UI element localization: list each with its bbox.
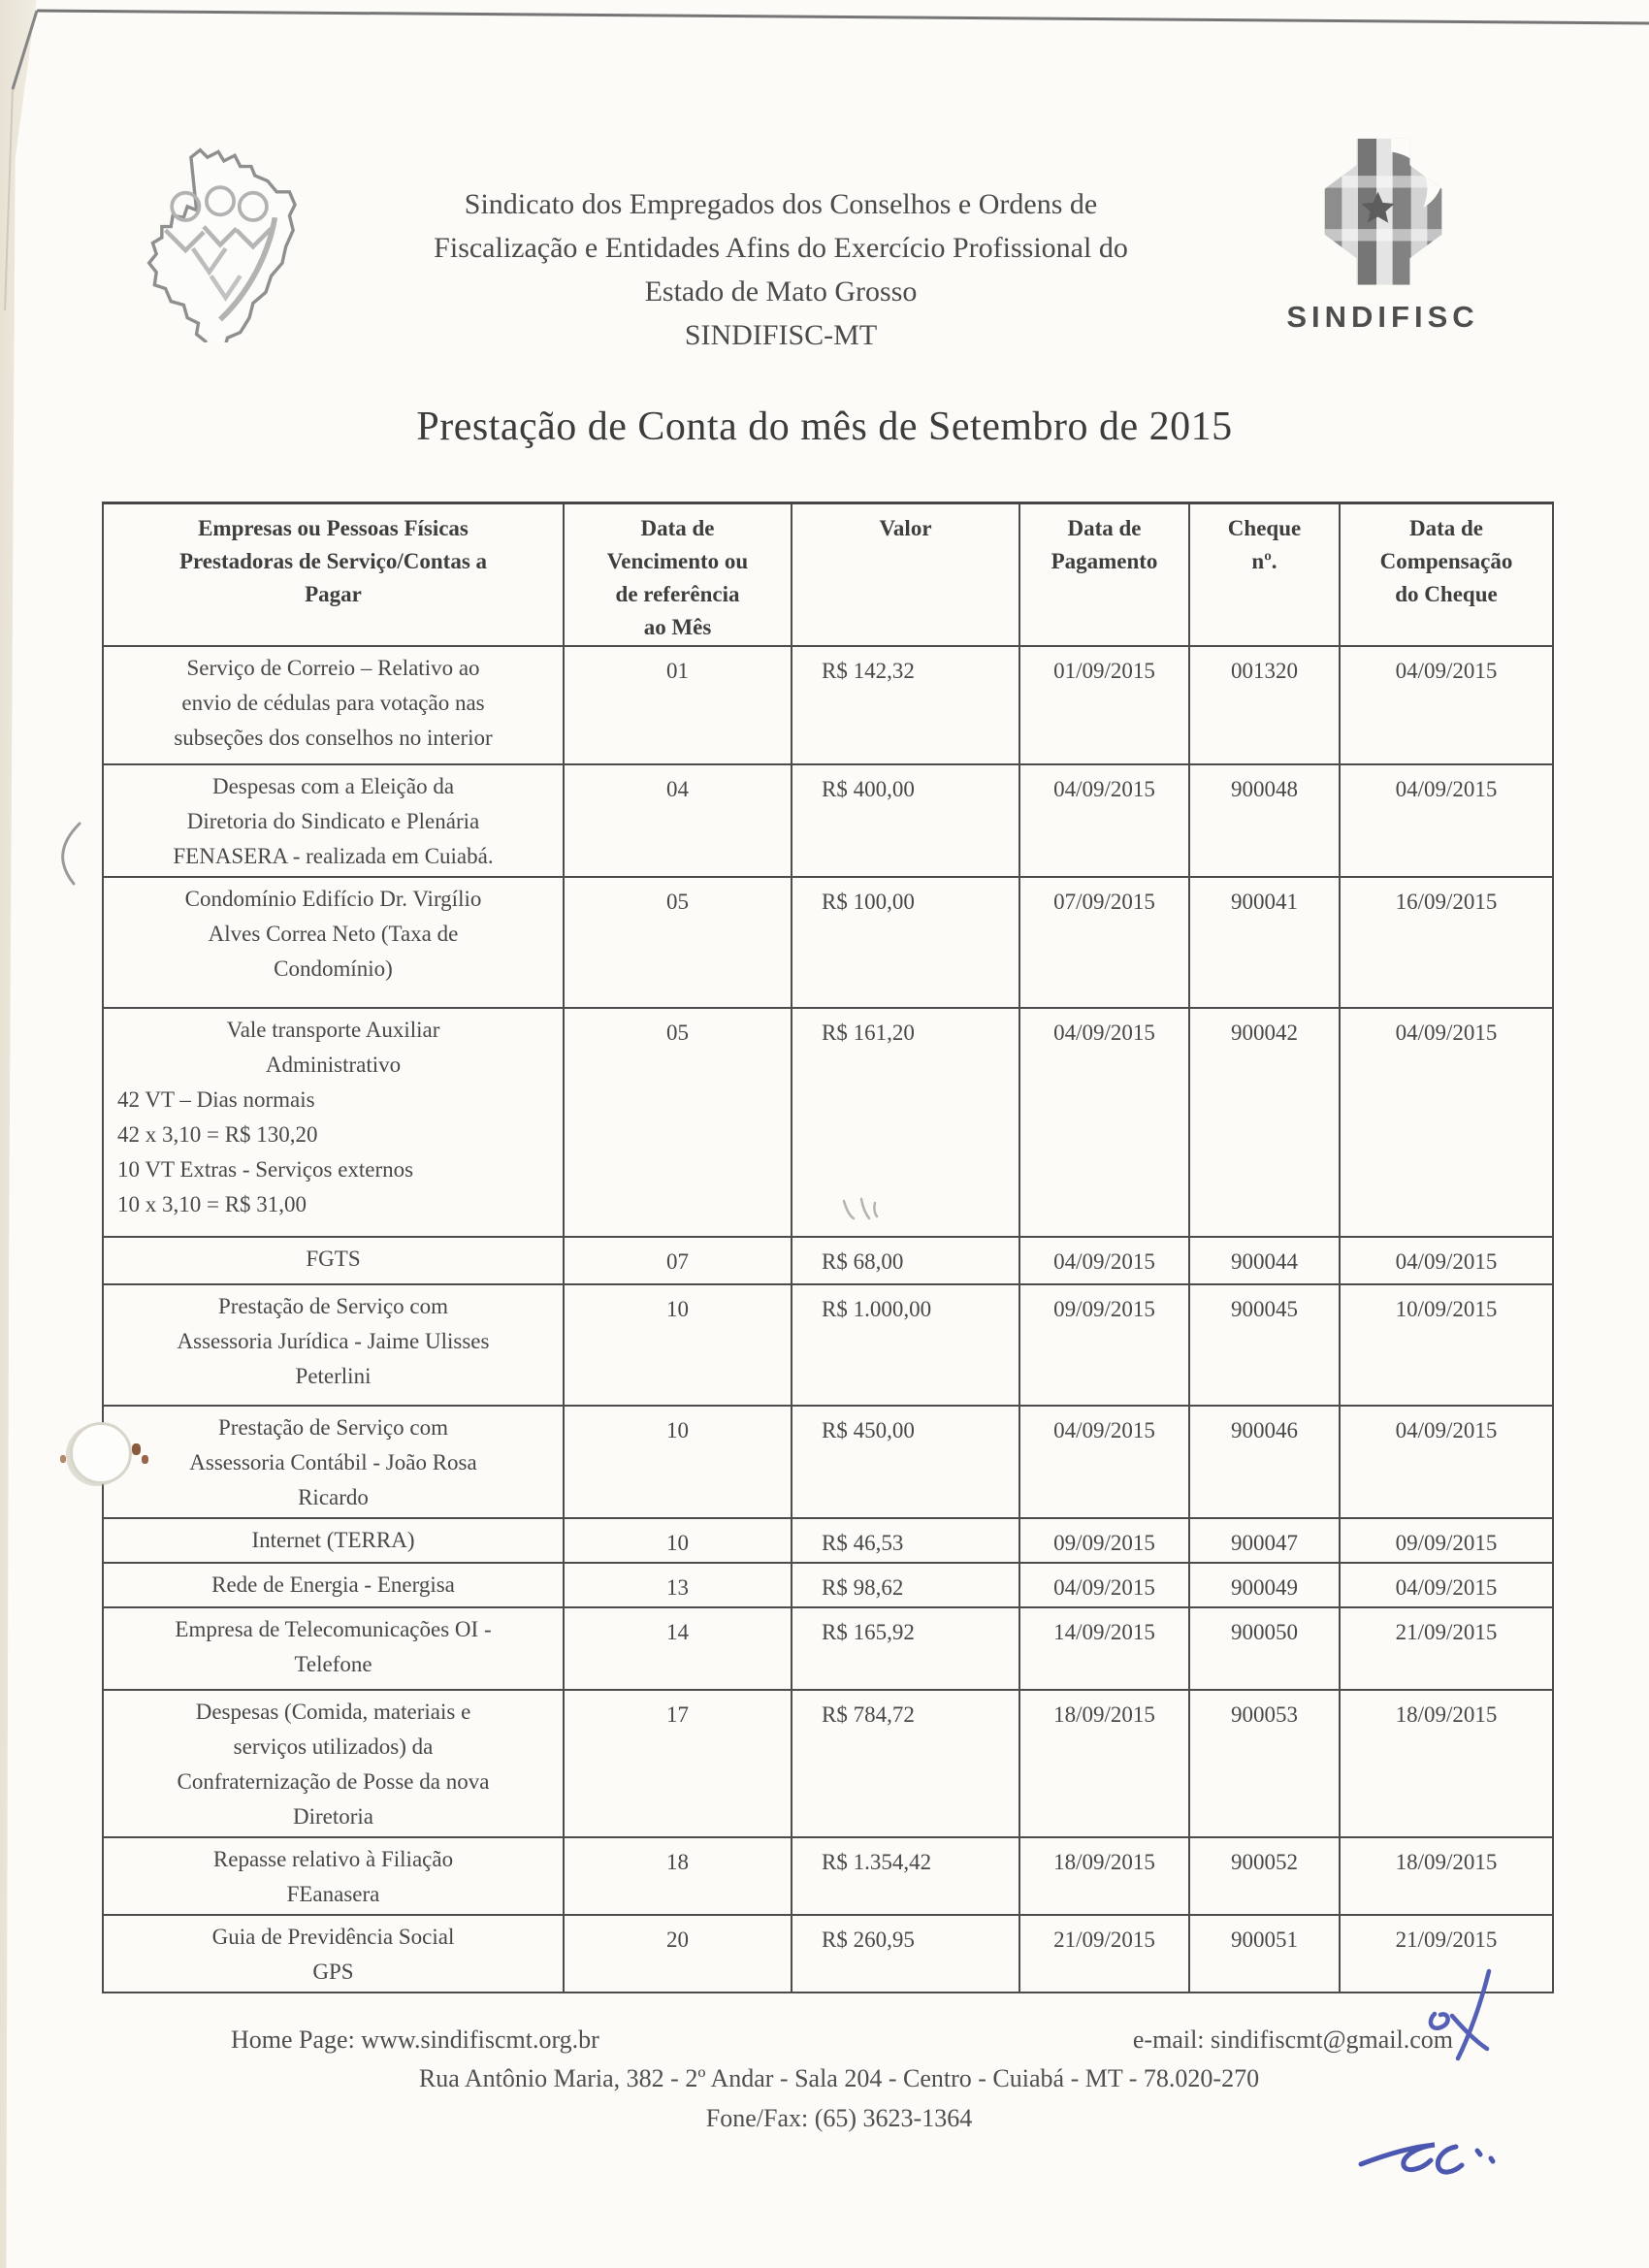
- check-number-cell: 001320: [1189, 646, 1340, 764]
- description-cell: [103, 1284, 564, 1406]
- description-line: 42 VT – Dias normais: [117, 1087, 315, 1112]
- column-header: [103, 503, 564, 647]
- column-header-line: Compensação: [1379, 549, 1513, 573]
- description-line: Despesas (Comida, materiais e: [195, 1700, 471, 1724]
- check-number-cell: 900041: [1189, 877, 1340, 1008]
- description-line: 10 x 3,10 = R$ 31,00: [117, 1192, 307, 1216]
- stain-speck: [60, 1455, 66, 1463]
- value-cell: R$ 784,72: [792, 1690, 1019, 1837]
- check-number-cell: 900048: [1189, 764, 1340, 877]
- column-header-line: nº.: [1251, 549, 1277, 573]
- clearing-date-cell: 18/09/2015: [1340, 1690, 1553, 1837]
- due-date-cell: 20: [564, 1915, 792, 1993]
- description-line: serviços utilizados) da: [233, 1734, 434, 1759]
- description-cell: [103, 646, 564, 764]
- address-text: Rua Antônio Maria, 382 - 2º Andar - Sala 204 - Centro - Cuiabá - MT - 78.020-270: [418, 2064, 1260, 2092]
- description-cell: [103, 1518, 564, 1563]
- expenses-table-wrap: [102, 502, 1554, 1993]
- value-cell: R$ 1.354,42: [792, 1837, 1019, 1915]
- scan-page-edge: [0, 0, 45, 2268]
- column-header-line: de referência: [615, 582, 740, 606]
- description-line: subseções dos conselhos no interior: [174, 726, 493, 750]
- description-line: Repasse relativo à Filiação: [212, 1847, 454, 1871]
- stain-speck: [142, 1455, 148, 1464]
- payment-date-cell: 18/09/2015: [1019, 1837, 1189, 1915]
- check-number-cell: 900044: [1189, 1237, 1340, 1284]
- description-line: 10 VT Extras - Serviços externos: [117, 1157, 414, 1182]
- description-line: Vale transporte Auxiliar: [226, 1018, 440, 1042]
- column-header-line: Empresas ou Pessoas Físicas: [198, 516, 469, 540]
- sindifisc-emblem: [1278, 136, 1487, 335]
- description-line: Assessoria Contábil - João Rosa: [189, 1450, 477, 1474]
- footer-contact-row: [231, 2025, 1453, 2055]
- table-row: [103, 1690, 1553, 1837]
- clearing-date-cell: 18/09/2015: [1340, 1837, 1553, 1915]
- email-text: e-mail: sindifiscmt@gmail.com: [1132, 2025, 1453, 2054]
- table-row: [103, 1915, 1553, 1993]
- column-header-line: Vencimento ou: [606, 549, 749, 573]
- description-line: Ricardo: [298, 1485, 369, 1509]
- table-row: [103, 646, 1553, 764]
- page-title: Prestação de Conta do mês de Setembro de 2015: [416, 405, 1233, 449]
- column-header-line: Data de: [1067, 516, 1142, 540]
- table-row: [103, 1837, 1553, 1915]
- check-number-cell: 900047: [1189, 1518, 1340, 1563]
- check-number-cell: 900051: [1189, 1915, 1340, 1993]
- description-cell: [103, 1563, 564, 1607]
- column-header: [1019, 503, 1189, 647]
- org-name-line: Fiscalização e Entidades Afins do Exercício Profissional do: [434, 232, 1128, 264]
- payment-date-cell: 14/09/2015: [1019, 1607, 1189, 1690]
- value-cell: R$ 161,20: [792, 1008, 1019, 1237]
- description-cell: [103, 1406, 564, 1518]
- check-number-cell: 900042: [1189, 1008, 1340, 1237]
- payment-date-cell: 01/09/2015: [1019, 646, 1189, 764]
- description-cell: [103, 1607, 564, 1690]
- payment-date-cell: 04/09/2015: [1019, 1237, 1189, 1284]
- description-line: Rede de Energia - Energisa: [211, 1572, 455, 1597]
- value-cell: R$ 98,62: [792, 1563, 1019, 1607]
- value-cell: R$ 1.000,00: [792, 1284, 1019, 1406]
- description-line: Despesas com a Eleição da: [211, 774, 455, 798]
- brazil-map-people-logo-icon: [129, 144, 311, 347]
- due-date-cell: 01: [564, 646, 792, 764]
- description-line: Empresa de Telecomunicações OI -: [175, 1617, 492, 1641]
- description-line: Condomínio): [274, 956, 393, 981]
- column-header-line: Pagamento: [1051, 549, 1158, 573]
- org-header: [320, 182, 1242, 357]
- column-header-line: Cheque: [1227, 516, 1302, 540]
- home-page-text: Home Page: www.sindifiscmt.org.br: [231, 2025, 599, 2054]
- column-header: [1189, 503, 1340, 647]
- payment-date-cell: 04/09/2015: [1019, 1563, 1189, 1607]
- description-line: Condomínio Edifício Dr. Virgílio: [184, 887, 482, 911]
- due-date-cell: 10: [564, 1406, 792, 1518]
- check-number-cell: 900052: [1189, 1837, 1340, 1915]
- description-line: FGTS: [306, 1247, 361, 1271]
- table-row: [103, 1607, 1553, 1690]
- table-row: [103, 1563, 1553, 1607]
- description-line: 42 x 3,10 = R$ 130,20: [117, 1122, 318, 1147]
- value-cell: R$ 142,32: [792, 646, 1019, 764]
- hole-punch-artifact: [70, 1422, 132, 1484]
- table-row: [103, 1008, 1553, 1237]
- description-line: FEanasera: [286, 1882, 380, 1906]
- check-number-cell: 900046: [1189, 1406, 1340, 1518]
- table-row: [103, 1518, 1553, 1563]
- sindifisc-logotype: SINDIFISC: [1286, 300, 1479, 334]
- payment-date-cell: 04/09/2015: [1019, 1406, 1189, 1518]
- column-header-line: Data de: [640, 516, 715, 540]
- value-cell: R$ 100,00: [792, 877, 1019, 1008]
- description-line: Telefone: [294, 1652, 372, 1676]
- org-name-line: Sindicato dos Empregados dos Conselhos e Ordens de: [464, 188, 1098, 220]
- margin-curve-artifact: [50, 820, 89, 892]
- check-number-cell: 900053: [1189, 1690, 1340, 1837]
- clearing-date-cell: 16/09/2015: [1340, 877, 1553, 1008]
- column-header-line: Pagar: [305, 582, 362, 606]
- clearing-date-cell: 04/09/2015: [1340, 646, 1553, 764]
- table-row: [103, 1284, 1553, 1406]
- column-header-line: Valor: [879, 516, 932, 540]
- payment-date-cell: 09/09/2015: [1019, 1518, 1189, 1563]
- table-header-row: [103, 503, 1553, 647]
- description-line: Diretoria do Sindicato e Plenária: [186, 809, 480, 833]
- column-header-line: Data de: [1408, 516, 1484, 540]
- clearing-date-cell: 04/09/2015: [1340, 1563, 1553, 1607]
- description-line: Diretoria: [292, 1804, 373, 1829]
- description-line: Assessoria Jurídica - Jaime Ulisses: [177, 1329, 490, 1353]
- description-line: Serviço de Correio – Relativo ao: [186, 656, 480, 680]
- value-cell: R$ 46,53: [792, 1518, 1019, 1563]
- clearing-date-cell: 10/09/2015: [1340, 1284, 1553, 1406]
- column-header: [1340, 503, 1553, 647]
- due-date-cell: 18: [564, 1837, 792, 1915]
- table-row: [103, 1237, 1553, 1284]
- description-cell: [103, 764, 564, 877]
- payment-date-cell: 21/09/2015: [1019, 1915, 1189, 1993]
- check-number-cell: 900049: [1189, 1563, 1340, 1607]
- payment-date-cell: 09/09/2015: [1019, 1284, 1189, 1406]
- description-cell: [103, 1237, 564, 1284]
- column-header: [564, 503, 792, 647]
- table-row: [103, 877, 1553, 1008]
- description-line: Internet (TERRA): [251, 1528, 415, 1552]
- description-cell: [103, 1690, 564, 1837]
- column-header-line: ao Mês: [643, 615, 712, 639]
- description-line: Confraternização de Posse da nova: [177, 1769, 490, 1794]
- payment-date-cell: 04/09/2015: [1019, 764, 1189, 877]
- value-cell: R$ 400,00: [792, 764, 1019, 877]
- description-line: Prestação de Serviço com: [218, 1415, 448, 1440]
- clearing-date-cell: 09/09/2015: [1340, 1518, 1553, 1563]
- description-cell: [103, 1915, 564, 1993]
- description-line: envio de cédulas para votação nas: [181, 691, 485, 715]
- clearing-date-cell: 04/09/2015: [1340, 1406, 1553, 1518]
- due-date-cell: 10: [564, 1284, 792, 1406]
- expenses-table: [102, 502, 1554, 1993]
- description-line: GPS: [312, 1960, 354, 1984]
- table-row: [103, 1406, 1553, 1518]
- clearing-date-cell: 04/09/2015: [1340, 764, 1553, 877]
- due-date-cell: 07: [564, 1237, 792, 1284]
- check-number-cell: 900045: [1189, 1284, 1340, 1406]
- payment-date-cell: 04/09/2015: [1019, 1008, 1189, 1237]
- column-header-line: do Cheque: [1395, 582, 1498, 606]
- description-line: FENASERA - realizada em Cuiabá.: [173, 844, 494, 868]
- striped-gem-star-icon: [1302, 136, 1465, 293]
- clearing-date-cell: 21/09/2015: [1340, 1915, 1553, 1993]
- stain-speck: [132, 1443, 141, 1455]
- column-header-line: Prestadoras de Serviço/Contas a: [178, 549, 488, 573]
- description-cell: [103, 1837, 564, 1915]
- due-date-cell: 10: [564, 1518, 792, 1563]
- description-line: Peterlini: [295, 1364, 372, 1388]
- description-cell: [103, 1008, 564, 1237]
- table-row: [103, 764, 1553, 877]
- due-date-cell: 05: [564, 877, 792, 1008]
- due-date-cell: 05: [564, 1008, 792, 1237]
- value-cell: R$ 450,00: [792, 1406, 1019, 1518]
- description-line: Guia de Previdência Social: [211, 1925, 455, 1949]
- due-date-cell: 04: [564, 764, 792, 877]
- payment-date-cell: 07/09/2015: [1019, 877, 1189, 1008]
- description-line: Administrativo: [265, 1053, 402, 1077]
- due-date-cell: 13: [564, 1563, 792, 1607]
- clearing-date-cell: 04/09/2015: [1340, 1008, 1553, 1237]
- check-number-cell: 900050: [1189, 1607, 1340, 1690]
- phone-text: Fone/Fax: (65) 3623-1364: [705, 2104, 973, 2132]
- org-name-line: Estado de Mato Grosso: [644, 275, 918, 308]
- description-line: Prestação de Serviço com: [218, 1294, 448, 1318]
- description-line: Alves Correa Neto (Taxa de: [208, 922, 459, 946]
- column-header: [792, 503, 1019, 647]
- description-cell: [103, 877, 564, 1008]
- value-cell: R$ 68,00: [792, 1237, 1019, 1284]
- clearing-date-cell: 04/09/2015: [1340, 1237, 1553, 1284]
- due-date-cell: 14: [564, 1607, 792, 1690]
- org-acronym: SINDIFISC-MT: [684, 319, 878, 351]
- value-cell: R$ 260,95: [792, 1915, 1019, 1993]
- clearing-date-cell: 21/09/2015: [1340, 1607, 1553, 1690]
- value-cell: R$ 165,92: [792, 1607, 1019, 1690]
- payment-date-cell: 18/09/2015: [1019, 1690, 1189, 1837]
- due-date-cell: 17: [564, 1690, 792, 1837]
